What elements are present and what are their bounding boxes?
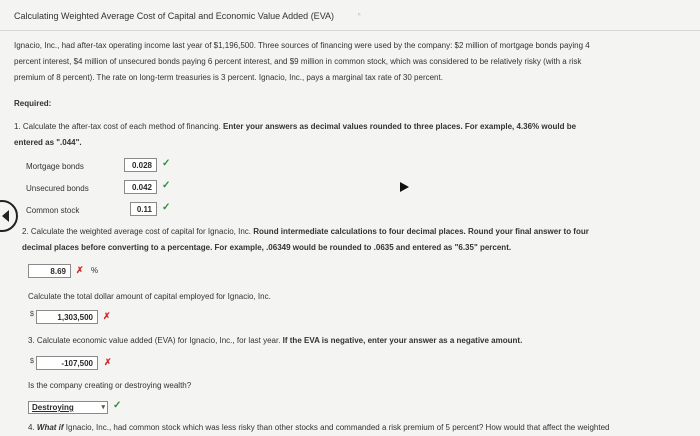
mouse-pointer-icon	[400, 182, 409, 192]
q3-bold: If the EVA is negative, enter your answer as a negative amount.	[282, 336, 523, 345]
correct-check-icon: ✓	[162, 158, 171, 169]
percent-unit: %	[91, 266, 99, 275]
eva-input[interactable]: -107,500	[36, 356, 98, 370]
page-title: Calculating Weighted Average Cost of Capital and Economic Value Added (EVA)	[14, 11, 335, 21]
q4-what-if: What if	[36, 423, 64, 432]
wealth-selected-value: Destroying	[32, 403, 74, 412]
q2-text: 2. Calculate the weighted average cost of capital for Ignacio, Inc.	[22, 227, 254, 236]
q1-bold-1: Enter your answers as decimal values rounded to three places. For example, 4.36% would be	[223, 122, 577, 131]
question-2	[22, 224, 690, 256]
incorrect-x-icon: ✗	[76, 265, 84, 275]
dollar-sign: $	[30, 311, 34, 318]
collapse-panel-button[interactable]	[0, 200, 18, 232]
incorrect-x-icon: ✗	[104, 357, 112, 367]
incorrect-x-icon: ✗	[103, 311, 111, 321]
chevron-down-icon: ▾	[101, 404, 105, 411]
stray-mark: ⁿ	[358, 12, 361, 19]
required-label: Required:	[14, 99, 52, 108]
title-bar	[0, 0, 700, 31]
intro-line-2: percent interest, $4 million of unsecured bonds paying 6 percent interest, and $9 million in common stock, which was considered to be relatively risky (with a risk	[14, 57, 582, 66]
common-stock-input[interactable]: 0.11	[130, 202, 157, 216]
q3-text: 3. Calculate economic value added (EVA) for Ignacio, Inc., for last year.	[28, 336, 283, 345]
capital-prompt: Calculate the total dollar amount of capital employed for Ignacio, Inc.	[28, 292, 271, 301]
mortgage-bonds-input[interactable]: 0.028	[124, 158, 157, 172]
q4-prefix: 4.	[28, 423, 37, 432]
unsecured-bonds-input[interactable]: 0.042	[124, 180, 157, 194]
intro-line-3: premium of 8 percent). The rate on long-term treasuries is 3 percent. Ignacio, Inc., pays a marginal tax rate of 30 percent.	[14, 73, 443, 82]
intro-line-1: Ignacio, Inc., had after-tax operating income last year of $1,196,500. Three sources of financing were used by the company: $2 million of mortgage bonds paying 4	[14, 41, 590, 50]
capital-employed-input[interactable]: 1,303,500	[36, 310, 98, 324]
wealth-prompt: Is the company creating or destroying wealth?	[28, 381, 192, 390]
row-label-common-stock: Common stock	[26, 206, 80, 215]
row-label-unsecured-bonds: Unsecured bonds	[26, 184, 89, 193]
dollar-sign: $	[30, 358, 34, 365]
q1-text: 1. Calculate the after-tax cost of each method of financing.	[14, 122, 224, 131]
q2-bold-a: Round intermediate calculations to four decimal places. Round your final answer to four	[253, 227, 589, 236]
q2-bold-b: decimal places before converting to a percentage. For example, .06349 would be rounded to .0635 and entered as "6.35" percent.	[22, 243, 512, 252]
wealth-select[interactable]	[28, 401, 108, 414]
row-label-mortgage-bonds: Mortgage bonds	[26, 162, 84, 171]
question-3	[28, 333, 688, 349]
intro-paragraph	[14, 38, 690, 86]
correct-check-icon: ✓	[113, 400, 122, 411]
wacc-input[interactable]: 8.69	[28, 264, 71, 278]
question-4	[28, 420, 688, 436]
q4-text: Ignacio, Inc., had common stock which was less risky than other stocks and commanded a risk premium of 5 percent? How would that affect the weighted	[63, 423, 610, 432]
q1-bold-2: entered as ".044".	[14, 138, 82, 147]
correct-check-icon: ✓	[162, 180, 171, 191]
question-1	[14, 119, 690, 151]
correct-check-icon: ✓	[162, 202, 171, 213]
